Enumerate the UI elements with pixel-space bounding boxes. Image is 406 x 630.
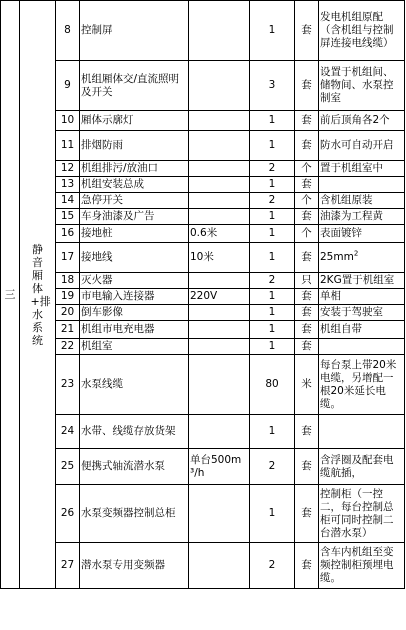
spec-cell xyxy=(189,543,250,589)
item-name-cell: 车身油漆及广告 xyxy=(80,209,189,225)
quantity-cell: 2 xyxy=(250,543,295,589)
unit-cell: 套 xyxy=(295,177,319,193)
note-cell xyxy=(319,415,405,449)
spec-cell xyxy=(189,177,250,193)
row-number-cell: 26 xyxy=(56,485,80,543)
table-row xyxy=(1,321,405,339)
item-name-cell: 接地线 xyxy=(80,243,189,273)
note-text: 25mm xyxy=(320,251,354,263)
table-row xyxy=(1,543,405,589)
unit-cell: 套 xyxy=(295,449,319,485)
quantity-cell: 1 xyxy=(250,209,295,225)
note-cell: 控制柜（一控二，每台控制总柜可同时控制二台潜水泵） xyxy=(319,485,405,543)
item-name-cell: 水带、线缆存放货架 xyxy=(80,415,189,449)
table-row xyxy=(1,485,405,543)
note-cell: 机组自带 xyxy=(319,321,405,339)
spec-cell xyxy=(189,321,250,339)
unit-cell: 套 xyxy=(295,61,319,111)
note-cell: 发电机组原配（含机组与控制屏连接电线缆） xyxy=(319,1,405,61)
table-row xyxy=(1,339,405,355)
item-name-cell: 机组排污/放油口 xyxy=(80,161,189,177)
item-name-cell: 机组安装总成 xyxy=(80,177,189,193)
quantity-cell: 80 xyxy=(250,355,295,415)
unit-cell: 套 xyxy=(295,321,319,339)
item-name-cell: 倒车影像 xyxy=(80,305,189,321)
spec-cell xyxy=(189,273,250,289)
spec-cell xyxy=(189,161,250,177)
table-row xyxy=(1,177,405,193)
quantity-cell: 1 xyxy=(250,177,295,193)
note-cell: 油漆为工程黄 xyxy=(319,209,405,225)
table-row xyxy=(1,355,405,415)
quantity-cell: 1 xyxy=(250,289,295,305)
note-cell: 表面镀锌 xyxy=(319,225,405,243)
unit-cell: 套 xyxy=(295,131,319,161)
unit-cell: 套 xyxy=(295,305,319,321)
table-row xyxy=(1,415,405,449)
unit-cell: 套 xyxy=(295,543,319,589)
quantity-cell: 1 xyxy=(250,1,295,61)
unit-cell: 套 xyxy=(295,289,319,305)
row-number-cell: 15 xyxy=(56,209,80,225)
item-name-cell: 水泵变频器控制总柜 xyxy=(80,485,189,543)
unit-cell: 只 xyxy=(295,273,319,289)
table-row xyxy=(1,61,405,111)
item-name-cell: 市电输入连接器 xyxy=(80,289,189,305)
item-name-cell: 机组室 xyxy=(80,339,189,355)
note-cell: 2KG置于机组室 xyxy=(319,273,405,289)
row-number-cell: 23 xyxy=(56,355,80,415)
row-number-cell: 12 xyxy=(56,161,80,177)
table-row xyxy=(1,161,405,177)
item-name-cell: 排烟防雨 xyxy=(80,131,189,161)
quantity-cell: 2 xyxy=(250,449,295,485)
spec-cell xyxy=(189,193,250,209)
note-cell xyxy=(319,339,405,355)
quantity-cell: 1 xyxy=(250,243,295,273)
spec-cell xyxy=(189,131,250,161)
row-number-cell: 18 xyxy=(56,273,80,289)
row-number-cell: 13 xyxy=(56,177,80,193)
spec-cell: 单台500m³/h xyxy=(189,449,250,485)
quantity-cell: 1 xyxy=(250,339,295,355)
spec-cell xyxy=(189,415,250,449)
note-cell xyxy=(319,177,405,193)
item-name-cell: 急停开关 xyxy=(80,193,189,209)
table-row xyxy=(1,289,405,305)
section-category-cell xyxy=(20,1,56,589)
quantity-cell: 2 xyxy=(250,161,295,177)
item-name-cell: 接地桩 xyxy=(80,225,189,243)
spec-cell: 0.6米 xyxy=(189,225,250,243)
row-number-cell: 21 xyxy=(56,321,80,339)
unit-cell: 套 xyxy=(295,243,319,273)
note-cell: 防水可自动开启 xyxy=(319,131,405,161)
row-number-cell: 19 xyxy=(56,289,80,305)
unit-cell: 套 xyxy=(295,485,319,543)
section-category-label: 静音厢体+排水系统 xyxy=(30,242,51,347)
table-row xyxy=(1,449,405,485)
unit-cell: 个 xyxy=(295,225,319,243)
row-number-cell: 17 xyxy=(56,243,80,273)
item-name-cell: 潜水泵专用变频器 xyxy=(80,543,189,589)
item-name-cell: 机组市电充电器 xyxy=(80,321,189,339)
unit-cell: 米 xyxy=(295,355,319,415)
note-cell: 设置于机组间、储物间、水泵控制室 xyxy=(319,61,405,111)
spec-cell xyxy=(189,355,250,415)
table-row xyxy=(1,1,405,61)
spec-cell xyxy=(189,61,250,111)
item-name-cell: 机组厢体交/直流照明及开关 xyxy=(80,61,189,111)
quantity-cell: 3 xyxy=(250,61,295,111)
table-row xyxy=(1,131,405,161)
item-name-cell: 水泵线缆 xyxy=(80,355,189,415)
item-name-cell: 厢体示廓灯 xyxy=(80,111,189,131)
unit-cell: 套 xyxy=(295,209,319,225)
note-cell: 每台泵上带20米电缆，另增配一根20米延长电缆。 xyxy=(319,355,405,415)
table-body xyxy=(1,1,405,589)
item-name-cell: 便携式轴流潜水泵 xyxy=(80,449,189,485)
note-cell: 含浮圈及配套电缆航插， xyxy=(319,449,405,485)
spec-cell: 10米 xyxy=(189,243,250,273)
note-cell: 置于机组室中 xyxy=(319,161,405,177)
quantity-cell: 1 xyxy=(250,131,295,161)
unit-cell: 个 xyxy=(295,193,319,209)
spec-cell xyxy=(189,1,250,61)
note-cell: 含车内机组至变频控制柜预埋电缆。 xyxy=(319,543,405,589)
row-number-cell: 16 xyxy=(56,225,80,243)
quantity-cell: 1 xyxy=(250,485,295,543)
row-number-cell: 20 xyxy=(56,305,80,321)
spec-cell: 220V xyxy=(189,289,250,305)
spec-cell xyxy=(189,485,250,543)
unit-cell: 套 xyxy=(295,415,319,449)
quantity-cell: 1 xyxy=(250,415,295,449)
note-superscript: 2 xyxy=(353,249,359,258)
row-number-cell: 10 xyxy=(56,111,80,131)
unit-cell: 个 xyxy=(295,161,319,177)
row-number-cell: 22 xyxy=(56,339,80,355)
spec-cell xyxy=(189,339,250,355)
quantity-cell: 2 xyxy=(250,193,295,209)
quantity-cell: 1 xyxy=(250,225,295,243)
note-cell: 单相 xyxy=(319,289,405,305)
spec-cell xyxy=(189,111,250,131)
table-row xyxy=(1,111,405,131)
table-row xyxy=(1,273,405,289)
table-row xyxy=(1,243,405,273)
quantity-cell: 2 xyxy=(250,273,295,289)
table-row xyxy=(1,209,405,225)
item-name-cell: 控制屏 xyxy=(80,1,189,61)
note-cell: 含机组原装 xyxy=(319,193,405,209)
spec-cell xyxy=(189,305,250,321)
table-row xyxy=(1,225,405,243)
unit-cell: 套 xyxy=(295,111,319,131)
row-number-cell: 9 xyxy=(56,61,80,111)
table-row xyxy=(1,305,405,321)
item-name-cell: 灭火器 xyxy=(80,273,189,289)
row-number-cell: 25 xyxy=(56,449,80,485)
quantity-cell: 1 xyxy=(250,321,295,339)
unit-cell: 套 xyxy=(295,1,319,61)
quantity-cell: 1 xyxy=(250,305,295,321)
row-number-cell: 8 xyxy=(56,1,80,61)
note-cell: 前后顶角各2个 xyxy=(319,111,405,131)
row-number-cell: 11 xyxy=(56,131,80,161)
section-index-cell: 三 xyxy=(1,1,20,589)
spec-cell xyxy=(189,209,250,225)
quantity-cell: 1 xyxy=(250,111,295,131)
row-number-cell: 27 xyxy=(56,543,80,589)
unit-cell: 套 xyxy=(295,339,319,355)
row-number-cell: 24 xyxy=(56,415,80,449)
note-cell: 安装于驾驶室 xyxy=(319,305,405,321)
table-row xyxy=(1,193,405,209)
row-number-cell: 14 xyxy=(56,193,80,209)
note-cell xyxy=(319,243,405,273)
